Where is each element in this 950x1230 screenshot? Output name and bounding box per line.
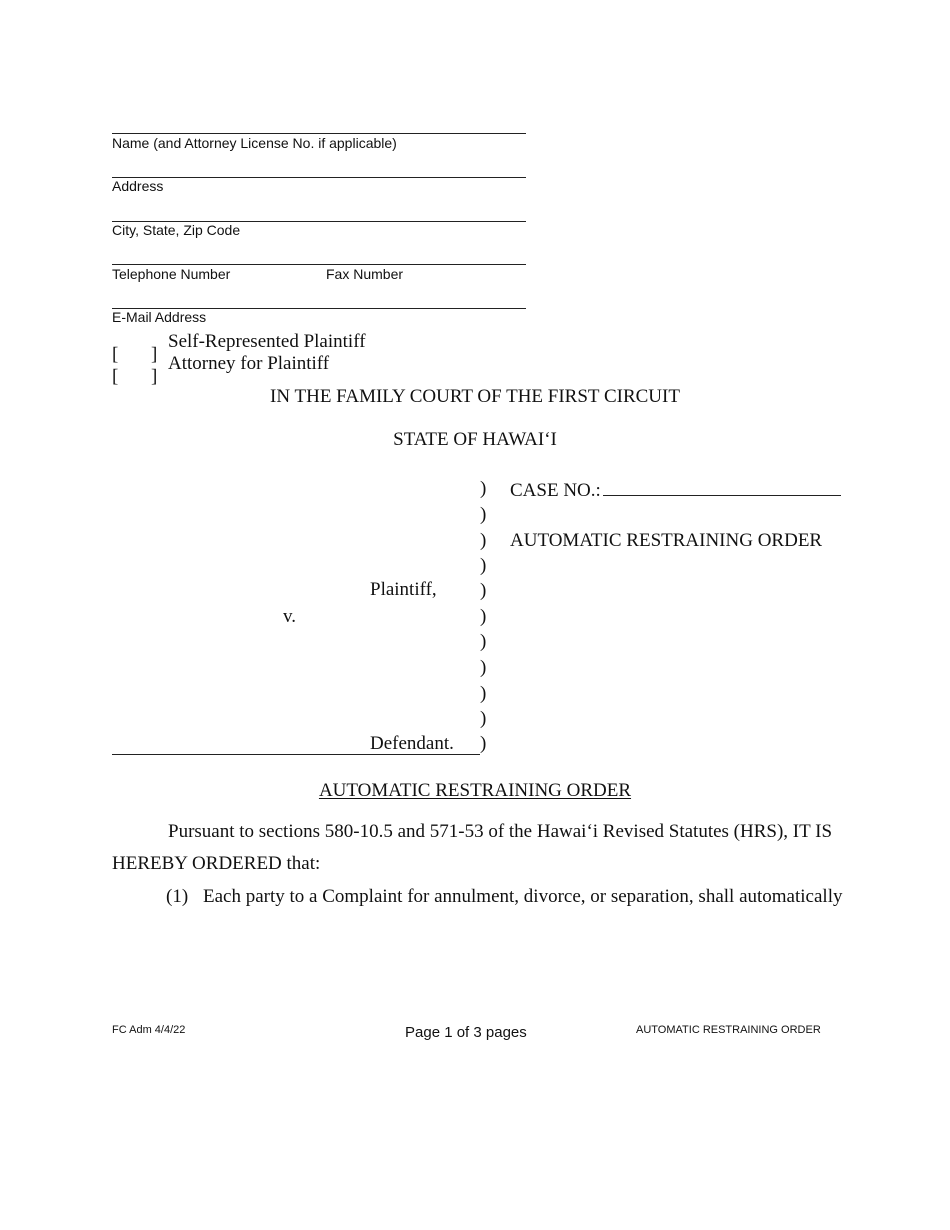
caption-paren: )	[480, 580, 487, 601]
telephone-fax-field-line[interactable]	[112, 264, 526, 265]
caption-paren: )	[480, 478, 487, 499]
email-field-label: E-Mail Address	[112, 309, 207, 325]
case-number-line[interactable]	[603, 479, 841, 496]
caption-paren: )	[480, 504, 487, 525]
self-represented-label: Self-Represented Plaintiff	[168, 331, 366, 352]
caption-paren: )	[480, 530, 487, 551]
caption-paren: )	[480, 631, 487, 652]
telephone-field-label: Telephone Number	[112, 266, 231, 282]
document-title: AUTOMATIC RESTRAINING ORDER	[510, 530, 823, 551]
footer-page-info: Page 1 of 3 pages	[405, 1024, 527, 1041]
caption-paren: )	[480, 708, 487, 729]
name-field-line[interactable]	[112, 133, 526, 134]
address-field-line[interactable]	[112, 177, 526, 178]
attorney-label: Attorney for Plaintiff	[168, 353, 330, 374]
intro-paragraph-line1: Pursuant to sections 580-10.5 and 571-53 of the Hawai‘i Revised Statutes (HRS), IT IS	[168, 821, 833, 842]
name-field-label: Name (and Attorney License No. if applicable)	[112, 135, 397, 151]
attorney-checkbox-row[interactable]: [ ] Attorney for Plaintiff	[112, 353, 330, 387]
footer-form-id: FC Adm 4/4/22	[112, 1024, 186, 1036]
caption-paren: )	[480, 606, 487, 627]
state-title: STATE OF HAWAI‘I	[393, 429, 557, 450]
versus-label: v.	[283, 606, 297, 627]
caption-paren: )	[480, 657, 487, 678]
caption-paren: )	[480, 683, 487, 704]
item-1-text: Each party to a Complaint for annulment, divorce, or separation, shall automatically	[203, 886, 843, 907]
address-field-label: Address	[112, 178, 164, 194]
city-state-zip-field-label: City, State, Zip Code	[112, 222, 241, 238]
court-title: IN THE FAMILY COURT OF THE FIRST CIRCUIT	[270, 386, 680, 407]
item-1-number: (1)	[166, 886, 189, 907]
caption-paren: )	[480, 733, 487, 754]
case-number-field[interactable]	[510, 479, 841, 502]
caption-rule	[112, 754, 480, 755]
defendant-label: Defendant.	[370, 733, 454, 754]
fax-field-label: Fax Number	[326, 266, 404, 282]
plaintiff-label: Plaintiff,	[370, 579, 437, 600]
case-number-label: CASE NO.:	[510, 480, 601, 501]
caption-paren: )	[480, 555, 487, 576]
footer-doc-title: AUTOMATIC RESTRAINING ORDER	[636, 1024, 821, 1036]
self-represented-checkbox-row[interactable]: [ ] Self-Represented Plaintiff	[112, 331, 366, 365]
order-heading: AUTOMATIC RESTRAINING ORDER	[318, 780, 632, 801]
intro-paragraph-line2: HEREBY ORDERED that:	[112, 853, 321, 874]
